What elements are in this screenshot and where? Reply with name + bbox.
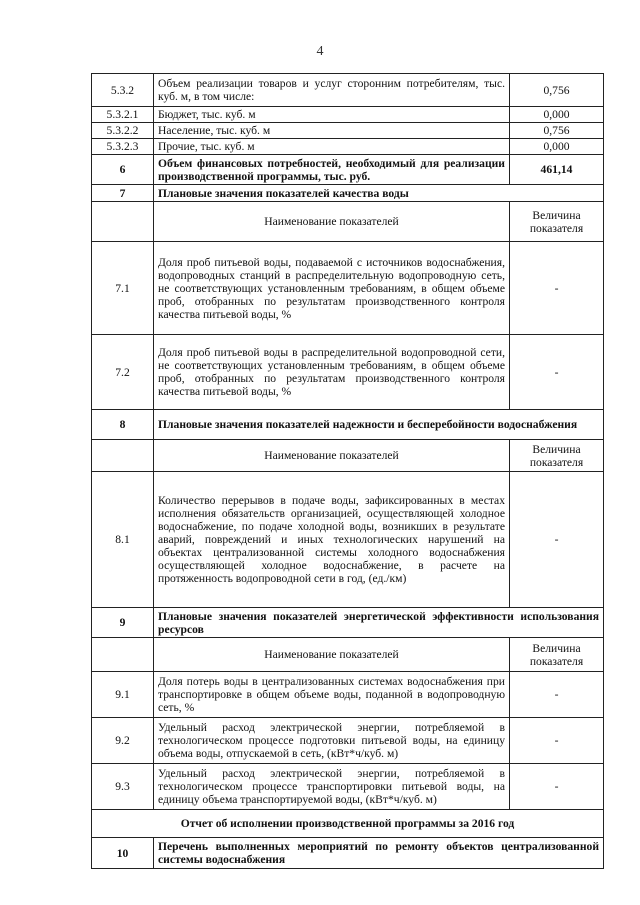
row-text: Доля проб питьевой воды, подаваемой с источников водоснабжения, водопроводных станций в распределительную водопроводную сеть, не соответствующих установленным требованиям, в общем объеме проб, отобранных по результатам производственного контроля качества питьевой воды, %	[154, 242, 510, 335]
column-header-name: Наименование показателей	[154, 440, 510, 472]
section-number: 10	[92, 838, 154, 869]
row-text: Доля проб питьевой воды в распределительной водопроводной сети, не соответствующих установленным требованиям, в общем объеме проб, отобранных по результатам производственного контроля качества питьевой воды, %	[154, 335, 510, 410]
table-row	[92, 139, 604, 155]
row-value: -	[510, 718, 604, 764]
row-value: -	[510, 472, 604, 608]
column-header-value: Величина показателя	[510, 440, 604, 472]
row-value: -	[510, 764, 604, 810]
row-text: Бюджет, тыс. куб. м	[154, 107, 510, 123]
section-heading-row	[92, 410, 604, 440]
table-row	[92, 764, 604, 810]
section-title: Перечень выполненных мероприятий по ремонту объектов централизованной системы водоснабжения	[154, 838, 604, 869]
table-row	[92, 74, 604, 107]
row-number: 5.3.2	[92, 74, 154, 107]
row-value: 461,14	[510, 155, 604, 185]
section-title: Плановые значения показателей энергетической эффективности использования ресурсов	[154, 608, 604, 638]
row-value: -	[510, 672, 604, 718]
row-text: Количество перерывов в подаче воды, зафиксированных в местах исполнения обязательств организацией, осуществляющей холодное водоснабжение, по подаче холодной воды, возникших в результате аварий, повреждений и иных технологических нарушений на объектах централизованной системы холодного водоснабжения осуществляющей холодное водоснабжение, в расчете на протяженность водопроводной сети в год, (ед./км)	[154, 472, 510, 608]
table-row	[92, 472, 604, 608]
column-header-value: Величина показателя	[510, 202, 604, 242]
row-text: Прочие, тыс. куб. м	[154, 139, 510, 155]
row-number: 9.1	[92, 672, 154, 718]
column-header-name: Наименование показателей	[154, 202, 510, 242]
section-title: Плановые значения показателей качества воды	[154, 185, 604, 202]
section-number: 8	[92, 410, 154, 440]
column-header-value: Величина показателя	[510, 638, 604, 672]
row-number: 5.3.2.2	[92, 123, 154, 139]
row-text: Население, тыс. куб. м	[154, 123, 510, 139]
section-heading-row	[92, 838, 604, 869]
section-number: 9	[92, 608, 154, 638]
row-value: 0,756	[510, 74, 604, 107]
table-row	[92, 335, 604, 410]
empty-cell	[92, 202, 154, 242]
row-value: 0,756	[510, 123, 604, 139]
row-number: 8.1	[92, 472, 154, 608]
row-number: 5.3.2.1	[92, 107, 154, 123]
page-number: 4	[316, 44, 324, 59]
row-number: 7.1	[92, 242, 154, 335]
section-number: 7	[92, 185, 154, 202]
program-table	[91, 73, 604, 869]
row-text: Доля потерь воды в централизованных системах водоснабжения при транспортировке в общем объеме воды, поданной в водопроводную сеть, %	[154, 672, 510, 718]
row-value: -	[510, 242, 604, 335]
section-heading-row	[92, 608, 604, 638]
report-heading-row	[92, 810, 604, 838]
column-header-row	[92, 440, 604, 472]
row-number: 9.2	[92, 718, 154, 764]
table-row	[92, 718, 604, 764]
section-heading-row	[92, 185, 604, 202]
row-value: -	[510, 335, 604, 410]
report-heading: Отчет об исполнении производственной программы за 2016 год	[92, 810, 604, 838]
row-number: 5.3.2.3	[92, 139, 154, 155]
row-number: 7.2	[92, 335, 154, 410]
column-header-row	[92, 638, 604, 672]
column-header-name: Наименование показателей	[154, 638, 510, 672]
section-title: Плановые значения показателей надежности и бесперебойности водоснабжения	[154, 410, 604, 440]
row-text: Удельный расход электрической энергии, потребляемой в технологическом процессе подготовки питьевой воды, на единицу объема воды, отпускаемой в сеть, (кВт*ч/куб. м)	[154, 718, 510, 764]
row-text: Удельный расход электрической энергии, потребляемой в технологическом процессе транспортировки питьевой воды, на единицу объема транспортируемой воды, (кВт*ч/куб. м)	[154, 764, 510, 810]
empty-cell	[92, 440, 154, 472]
row-value: 0,000	[510, 107, 604, 123]
table-row	[92, 155, 604, 185]
row-number: 6	[92, 155, 154, 185]
table-row	[92, 123, 604, 139]
row-text: Объем реализации товаров и услуг сторонним потребителям, тыс. куб. м, в том числе:	[154, 74, 510, 107]
row-number: 9.3	[92, 764, 154, 810]
row-text: Объем финансовых потребностей, необходимый для реализации производственной программы, тыс. руб.	[154, 155, 510, 185]
column-header-row	[92, 202, 604, 242]
table-row	[92, 107, 604, 123]
empty-cell	[92, 638, 154, 672]
table-row	[92, 672, 604, 718]
row-value: 0,000	[510, 139, 604, 155]
table-row	[92, 242, 604, 335]
